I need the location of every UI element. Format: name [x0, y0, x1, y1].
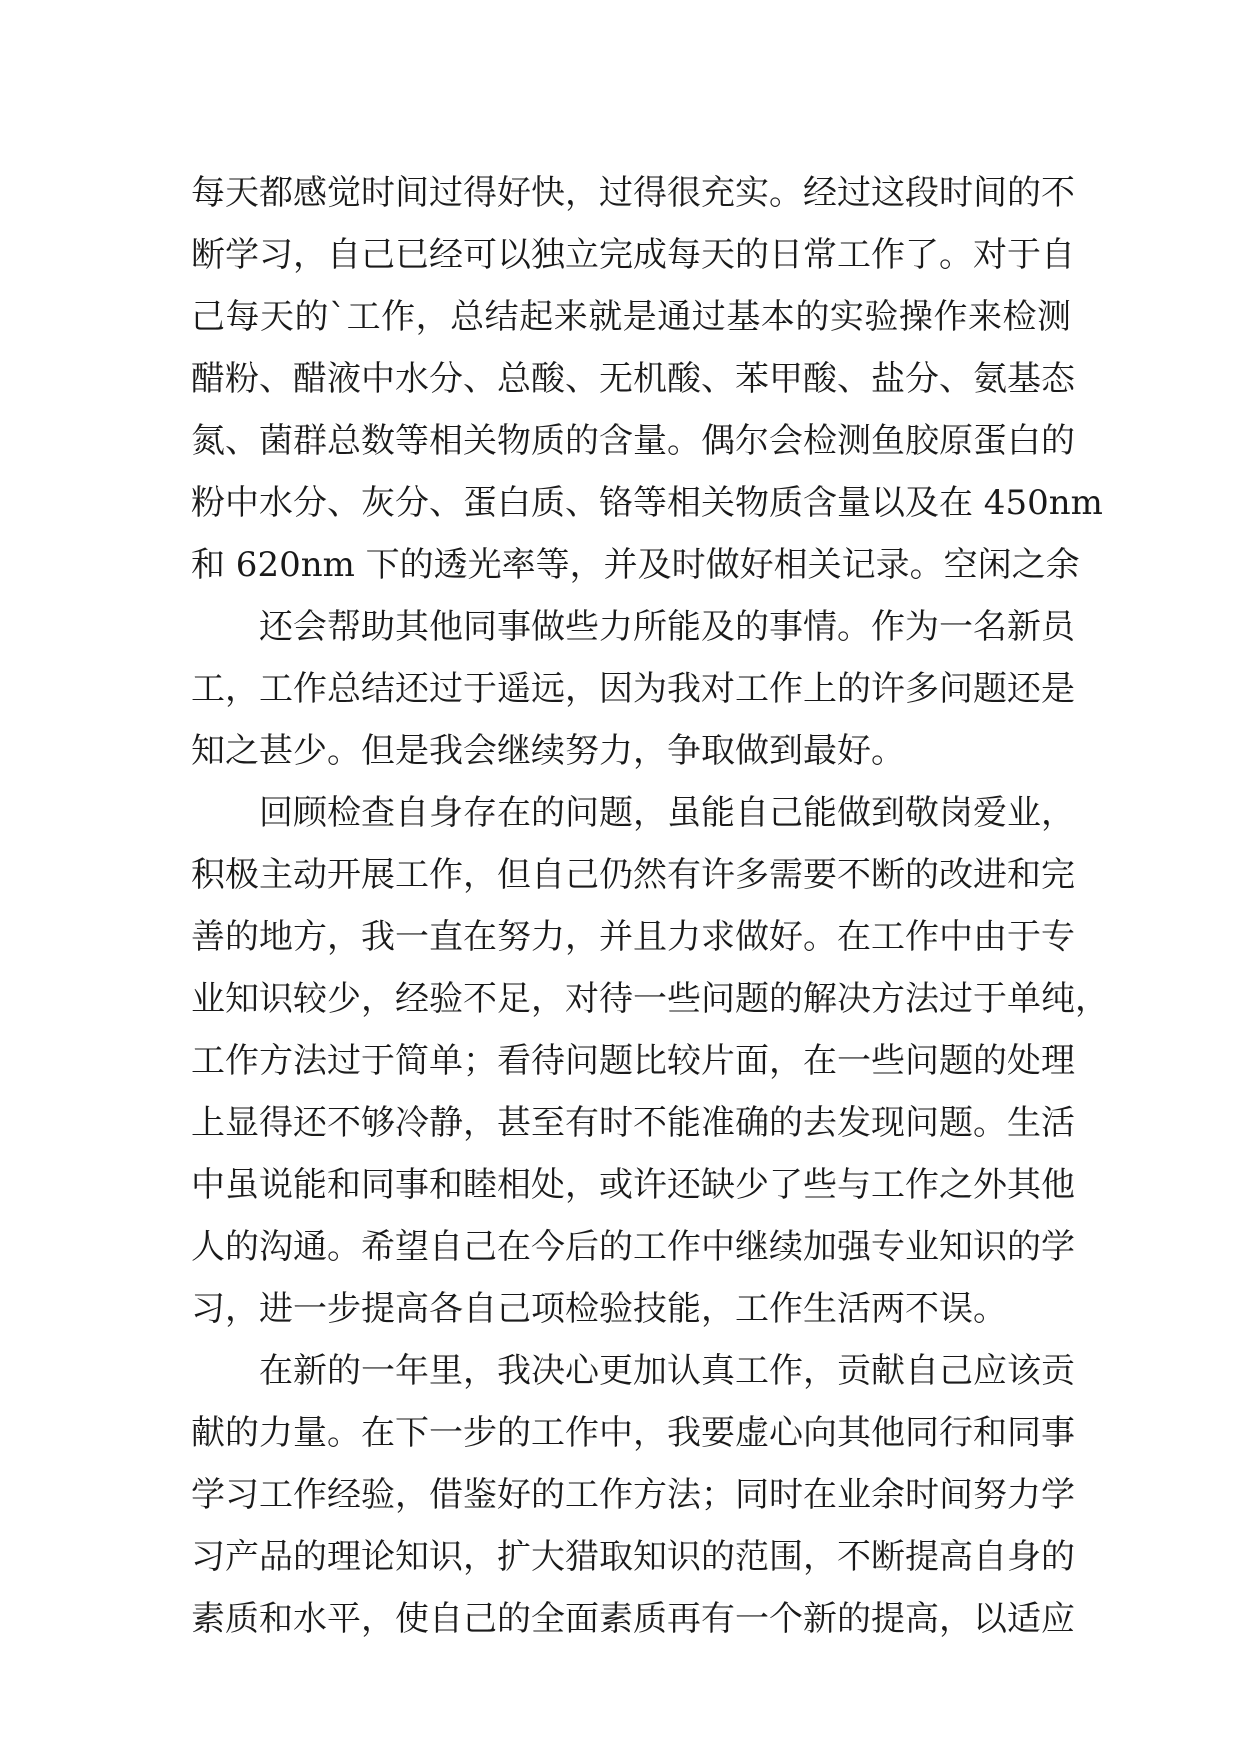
- paragraph-3-line-7: 中虽说能和同事和睦相处，或许还缺少了些与工作之外其他: [191, 1165, 1075, 1205]
- text-line-2: 断学习，自己已经可以独立完成每天的日常工作了。对于自: [191, 235, 1075, 275]
- paragraph-3-line-2: 积极主动开展工作，但自己仍然有许多需要不断的改进和完: [191, 855, 1075, 895]
- body-text: [191, 162, 1109, 1650]
- paragraph-4-line-1: 在新的一年里，我决心更加认真工作，贡献自己应该贡: [259, 1351, 1075, 1391]
- paragraph-3-line-3: 善的地方，我一直在努力，并且力求做好。在工作中由于专: [191, 917, 1075, 957]
- paragraph-4-line-2: 献的力量。在下一步的工作中，我要虚心向其他同行和同事: [191, 1413, 1075, 1453]
- paragraph-2-line-3: 知之甚少。但是我会继续努力，争取做到最好。: [191, 731, 905, 771]
- paragraph-4-line-4: 习产品的理论知识，扩大猎取知识的范围，不断提高自身的: [191, 1537, 1075, 1577]
- text-line-3: 己每天的`工作，总结起来就是通过基本的实验操作来检测: [191, 297, 1071, 337]
- paragraph-3-line-4: 业知识较少，经验不足，对待一些问题的解决方法过于单纯，: [191, 979, 1109, 1019]
- text-line-1: 每天都感觉时间过得好快，过得很充实。经过这段时间的不: [191, 173, 1075, 213]
- paragraph-4-line-3: 学习工作经验，借鉴好的工作方法；同时在业余时间努力学: [191, 1475, 1075, 1515]
- paragraph-3-line-6: 上显得还不够冷静，甚至有时不能准确的去发现问题。生活: [191, 1103, 1075, 1143]
- paragraph-4-line-5: 素质和水平，使自己的全面素质再有一个新的提高，以适应: [191, 1599, 1075, 1639]
- paragraph-2-line-2: 工，工作总结还过于遥远，因为我对工作上的许多问题还是: [191, 669, 1075, 709]
- paragraph-3-line-8: 人的沟通。希望自己在今后的工作中继续加强专业知识的学: [191, 1227, 1075, 1267]
- text-line-7: 和 620nm 下的透光率等，并及时做好相关记录。空闲之余: [191, 545, 1080, 585]
- text-line-6: 粉中水分、灰分、蛋白质、铬等相关物质含量以及在 450nm: [191, 483, 1103, 523]
- paragraph-3-line-5: 工作方法过于简单；看待问题比较片面，在一些问题的处理: [191, 1041, 1075, 1081]
- paragraph-3-line-1: 回顾检查自身存在的问题，虽能自己能做到敬岗爱业，: [259, 793, 1075, 833]
- paragraph-2-line-1: 还会帮助其他同事做些力所能及的事情。作为一名新员: [259, 607, 1075, 647]
- paragraph-3-line-9: 习，进一步提高各自己项检验技能，工作生活两不误。: [191, 1289, 1007, 1329]
- text-line-5: 氮、菌群总数等相关物质的含量。偶尔会检测鱼胶原蛋白的: [191, 421, 1075, 461]
- text-line-4: 醋粉、醋液中水分、总酸、无机酸、苯甲酸、盐分、氨基态: [191, 359, 1075, 399]
